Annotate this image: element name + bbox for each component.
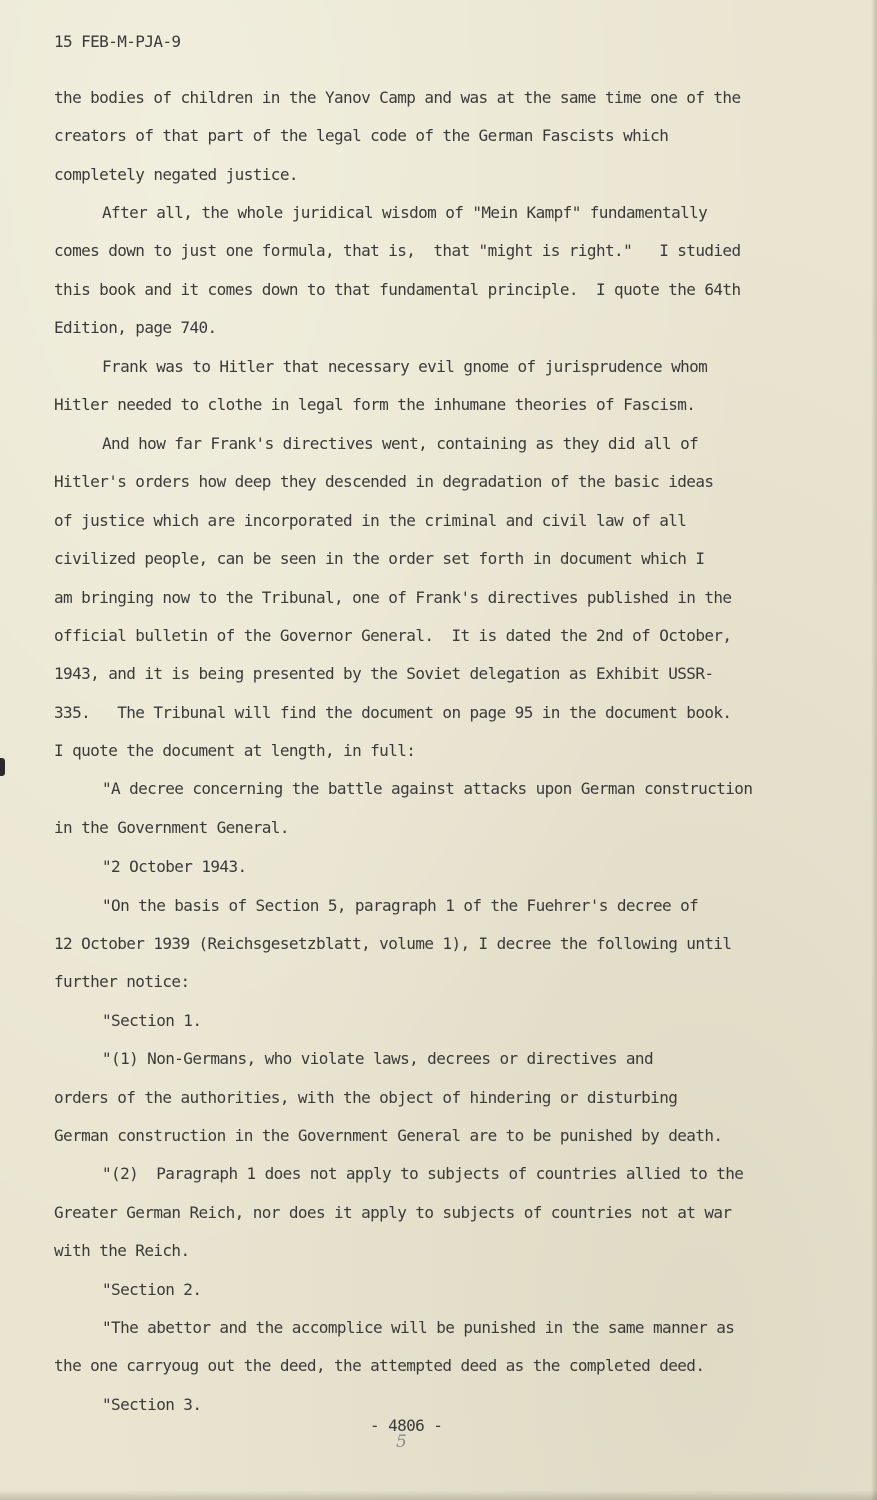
text-line: comes down to just one formula, that is, that "might is right." I studied [54,241,741,260]
text-line: 1943, and it is being presented by the Soviet delegation as Exhibit USSR- [54,664,714,683]
text-line: "Section 1. [102,1011,202,1030]
text-line: "2 October 1943. [102,857,247,876]
page-bottom-shadow [0,1490,877,1500]
page-number: - 4806 - [370,1416,443,1435]
text-line: completely negated justice. [54,165,298,184]
text-line: further notice: [54,972,190,991]
text-line: "The abettor and the accomplice will be punished in the same manner as [102,1318,735,1337]
text-line: am bringing now to the Tribunal, one of Frank's directives published in the [54,588,732,607]
text-line: And how far Frank's directives went, containing as they did all of [102,434,699,453]
text-line: the one carryoug out the deed, the attempted deed as the completed deed. [54,1356,705,1375]
page-edge-shadow [871,0,877,1500]
text-line: this book and it comes down to that fundamental principle. I quote the 64th [54,280,741,299]
text-line: Edition, page 740. [54,318,217,337]
text-line: "(2) Paragraph 1 does not apply to subjects of countries allied to the [102,1164,744,1183]
text-line: Greater German Reich, nor does it apply to subjects of countries not at war [54,1203,732,1222]
text-line: with the Reich. [54,1241,190,1260]
text-line: German construction in the Government General are to be punished by death. [54,1126,723,1145]
document-reference: 15 FEB-M-PJA-9 [54,32,181,51]
margin-mark [0,758,5,776]
text-line: official bulletin of the Governor General. It is dated the 2nd of October, [54,626,732,645]
text-line: I quote the document at length, in full: [54,741,416,760]
text-line: "Section 2. [102,1280,202,1299]
text-line: "On the basis of Section 5, paragraph 1 of the Fuehrer's decree of [102,896,699,915]
text-line: 335. The Tribunal will find the document on page 95 in the document book. [54,703,732,722]
text-line: After all, the whole juridical wisdom of "Mein Kampf" fundamentally [102,203,708,222]
text-line: creators of that part of the legal code of the German Fascists which [54,126,669,145]
text-line: 12 October 1939 (Reichsgesetzblatt, volume 1), I decree the following until [54,934,732,953]
text-line: Frank was to Hitler that necessary evil gnome of jurisprudence whom [102,357,708,376]
text-line: Hitler needed to clothe in legal form the inhumane theories of Fascism. [54,395,696,414]
text-line: "A decree concerning the battle against attacks upon German construction [102,779,753,798]
text-line: the bodies of children in the Yanov Camp and was at the same time one of the [54,88,741,107]
text-line: civilized people, can be seen in the order set forth in document which I [54,549,705,568]
handwritten-page-number: 5 [396,1432,407,1452]
text-line: of justice which are incorporated in the criminal and civil law of all [54,511,687,530]
text-line: "Section 3. [102,1395,202,1414]
text-line: orders of the authorities, with the object of hindering or disturbing [54,1088,678,1107]
text-line: Hitler's orders how deep they descended in degradation of the basic ideas [54,472,714,491]
text-line: "(1) Non-Germans, who violate laws, decrees or directives and [102,1049,654,1068]
text-line: in the Government General. [54,818,289,837]
